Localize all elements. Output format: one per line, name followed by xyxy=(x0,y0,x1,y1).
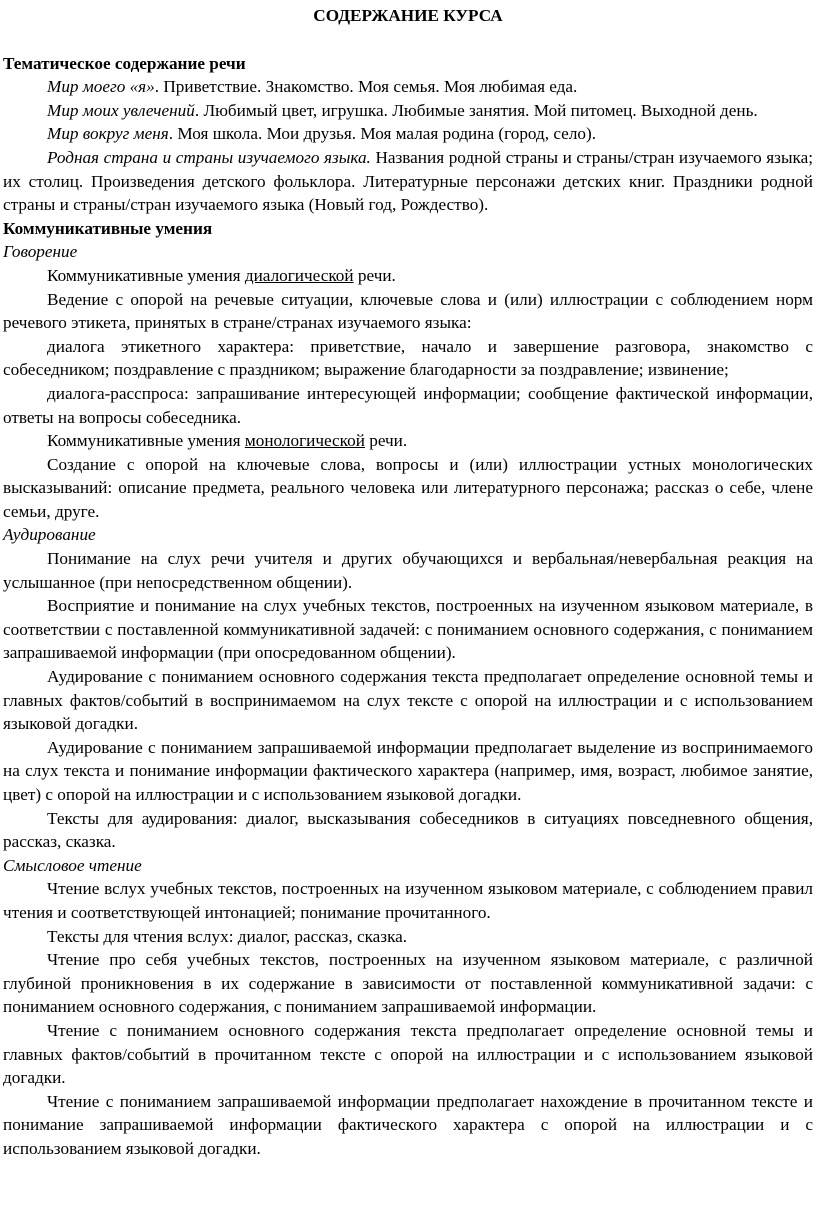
paragraph: Восприятие и понимание на слух учебных текстов, построенных на изученном языковом материале, в соответствии с поставленной коммуникативной задачей: с пониманием основного содержания, с пониманием запрашиваемой информации (при опосредованном общении). xyxy=(3,596,813,663)
underlined-term: диалогической xyxy=(244,265,354,285)
paragraph: Создание с опорой на ключевые слова, вопросы и (или) иллюстрации устных монологических высказываний: описание предмета, реального человека или литературного персонажа; рассказ о себе, члене семьи, друге. xyxy=(3,454,813,521)
paragraph: Чтение с пониманием запрашиваемой информации предполагает нахождение в прочитанном тексте и понимание запрашиваемой информации фактического характера с опорой на иллюстрации и с использованием языковой догадки. xyxy=(3,1091,813,1158)
text-fragment: речи. xyxy=(353,265,396,285)
topic-paragraph xyxy=(3,146,813,217)
paragraph: Ведение с опорой на речевые ситуации, ключевые слова и (или) иллюстрации с соблюдением норм речевого этикета, принятых в стране/странах изучаемого языка: xyxy=(3,289,813,333)
paragraph: Аудирование с пониманием запрашиваемой информации предполагает выделение из воспринимаемого на слух текста и понимание информации фактического характера (например, имя, возраст, любимое занятие, цвет) с опорой на иллюстрации и с использованием языковой догадки. xyxy=(3,737,813,804)
paragraph: Тексты для аудирования: диалог, высказывания собеседников в ситуациях повседневного общения, рассказ, сказка. xyxy=(3,808,813,852)
topic-text: . Любимый цвет, игрушка. Любимые занятия. Мой питомец. Выходной день. xyxy=(194,100,758,120)
paragraph: Аудирование с пониманием основного содержания текста предполагает определение основной темы и главных фактов/событий в воспринимаемом на слух тексте с опорой на иллюстрации и с использованием языковой догадки. xyxy=(3,667,813,734)
topic-text: . Моя школа. Мои друзья. Моя малая родина (город, село). xyxy=(168,124,597,144)
topic-text: . Приветствие. Знакомство. Моя семья. Моя любимая еда. xyxy=(154,77,578,97)
subsection-reading-label: Смысловое чтение xyxy=(3,855,142,875)
paragraph: Чтение с пониманием основного содержания текста предполагает определение основной темы и главных фактов/событий в прочитанном тексте с опорой на иллюстрации и с использованием языковой догадки. xyxy=(3,1020,813,1088)
text-fragment: Коммуникативные умения xyxy=(47,265,245,285)
topic-lead: Мир вокруг меня xyxy=(47,124,169,144)
paragraph: диалога-расспроса: запрашивание интересующей информации; сообщение фактической информации, ответы на вопросы собеседника. xyxy=(3,383,813,427)
topic-paragraph xyxy=(3,75,813,99)
text-fragment: речи. xyxy=(364,431,408,451)
section-heading-skills: Коммуникативные умения xyxy=(3,218,213,238)
paragraph: Чтение про себя учебных текстов, построенных на изученном языковом материале, с различной глубиной проникновения в их содержание в зависимости от поставленной коммуникативной задачи: с пониманием основного содержания, с пониманием запрашиваемой информации. xyxy=(3,950,813,1017)
paragraph xyxy=(3,429,813,453)
underlined-term: монологической xyxy=(244,431,365,451)
topic-lead: Родная страна и страны изучаемого языка. xyxy=(47,147,371,167)
paragraph: Чтение вслух учебных текстов, построенных на изученном языковом материале, с соблюдением правил чтения и соответствующей интонацией; понимание прочитанного. xyxy=(3,879,813,922)
topic-text: Названия родной страны и страны/стран изучаемого языка; их столиц. Произведения детского фольклора. Литературные персонажи детских книг. Праздники родной страны и страны/стран изучаемого языка (Новый год, Рождество). xyxy=(3,147,814,215)
paragraph: Понимание на слух речи учителя и других обучающихся и вербальная/невербальная реакция на услышанное (при непосредственном общении). xyxy=(3,549,813,592)
subsection-listening-label: Аудирование xyxy=(3,525,96,545)
paragraph: диалога этикетного характера: приветствие, начало и завершение разговора, знакомство с собеседником; поздравление с праздником; выражение благодарности за поздравление; извинение; xyxy=(3,336,813,380)
subsection-speaking-label: Говорение xyxy=(3,242,78,262)
section-heading-topics: Тематическое содержание речи xyxy=(3,53,246,73)
topic-paragraph xyxy=(3,99,813,123)
topic-lead: Мир моего «я» xyxy=(47,77,155,97)
text-fragment: Коммуникативные умения xyxy=(47,431,245,451)
paragraph xyxy=(3,264,813,288)
topic-paragraph xyxy=(3,122,813,146)
paragraph: Тексты для чтения вслух: диалог, рассказ, сказка. xyxy=(47,926,408,946)
page-title: СОДЕРЖАНИЕ КУРСА xyxy=(313,6,503,25)
topic-lead: Мир моих увлечений xyxy=(47,100,195,120)
